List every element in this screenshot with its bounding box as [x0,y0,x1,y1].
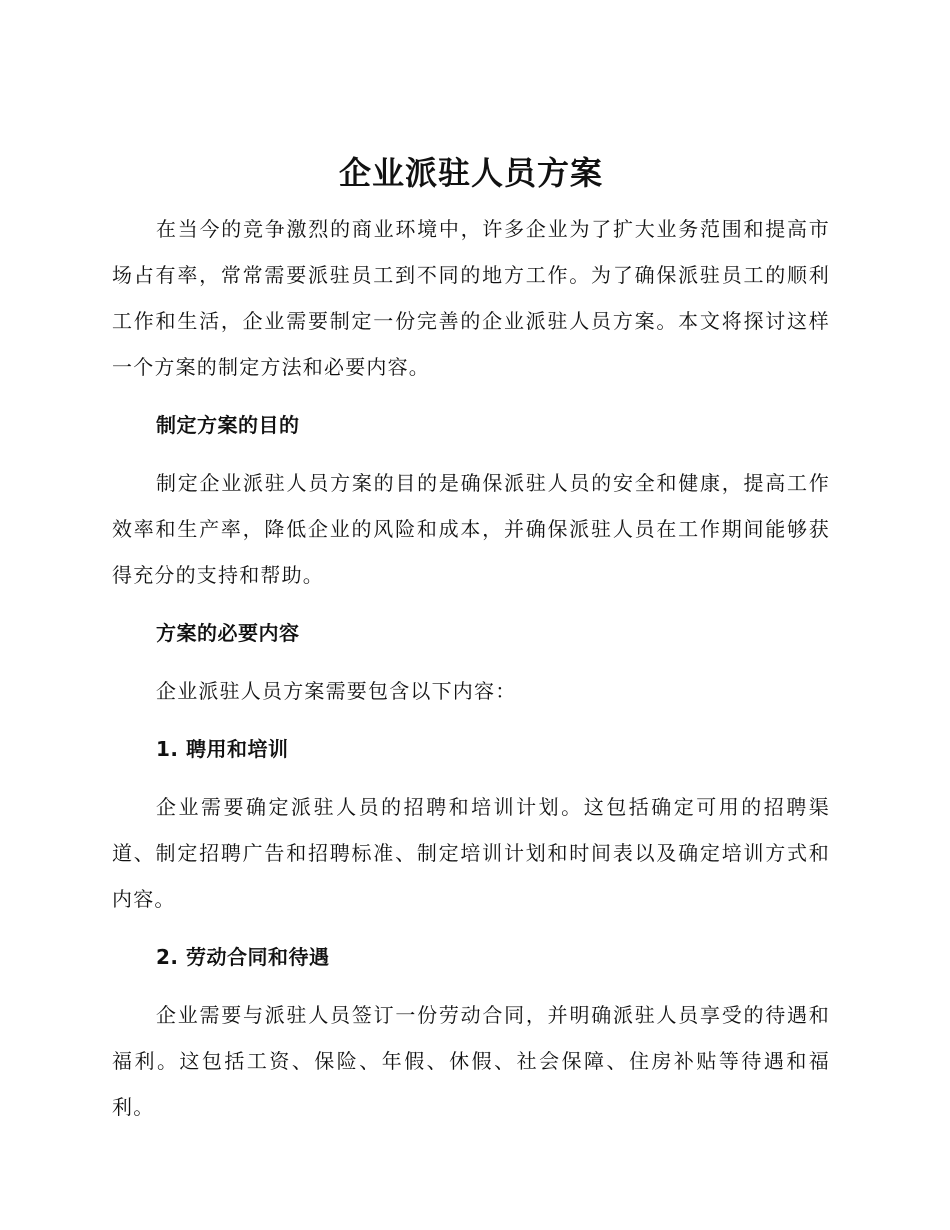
document-body [112,150,830,1130]
section-heading-contract-benefits: 2. 劳动合同和待遇 [156,945,330,969]
section-body-purpose: 制定企业派驻人员方案的目的是确保派驻人员的安全和健康，提高工作效率和生产率，降低企业的风险和成本，并确保派驻人员在工作期间能够获得充分的支持和帮助。 [112,471,830,587]
intro-paragraph: 在当今的竞争激烈的商业环境中，许多企业为了扩大业务范围和提高市场占有率，常常需要派驻员工到不同的地方工作。为了确保派驻员工的顺利工作和生活，企业需要制定一份完善的企业派驻人员方案。本文将探讨这样一个方案的制定方法和必要内容。 [112,217,830,379]
section-body-hiring-training: 企业需要确定派驻人员的招聘和培训计划。这包括确定可用的招聘渠道、制定招聘广告和招聘标准、制定培训计划和时间表以及确定培训方式和内容。 [112,795,830,911]
section-heading-purpose: 制定方案的目的 [156,413,300,437]
document-title: 企业派驻人员方案 [338,154,603,192]
section-heading-contents: 方案的必要内容 [156,621,300,645]
section-heading-hiring-training: 1. 聘用和培训 [156,737,289,761]
section-body-contract-benefits: 企业需要与派驻人员签订一份劳动合同，并明确派驻人员享受的待遇和福利。这包括工资、保险、年假、休假、社会保障、住房补贴等待遇和福利。 [112,1003,830,1119]
section-body-contents: 企业派驻人员方案需要包含以下内容： [156,679,517,703]
